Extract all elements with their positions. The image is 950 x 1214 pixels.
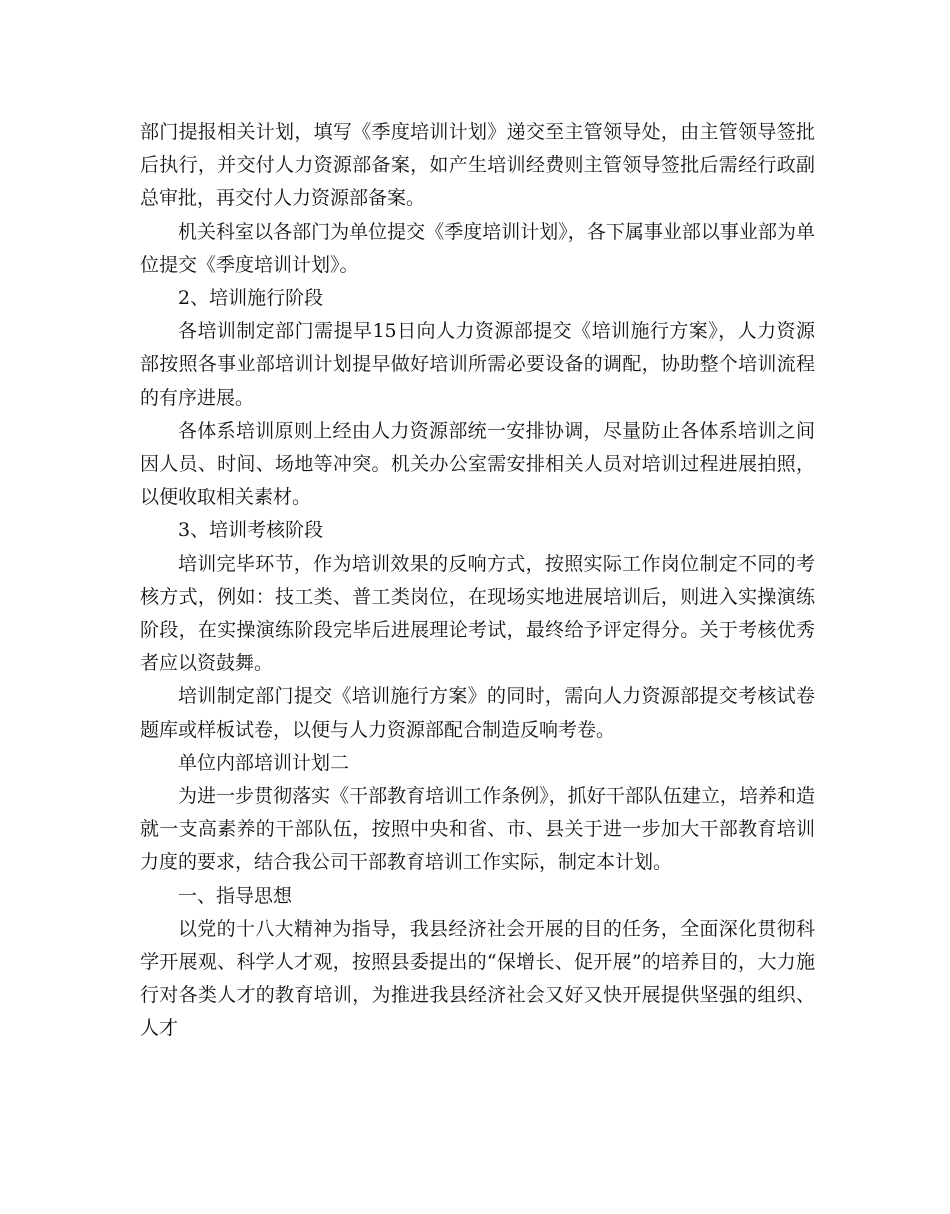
paragraph-plan-two-intro: 为进一步贯彻落实《干部教育培训工作条例》，抓好干部队伍建立，培养和造就一支高素养的干部队伍，按照中央和省、市、县关于进一步加大干部教育培训力度的要求，结合我公司干部教育培训工作实际，制定本计划。 xyxy=(140,785,815,874)
paragraph-coordination: 各体系培训原则上经由人力资源部统一安排协调，尽量防止各体系培训之间因人员、时间、场地等冲突。机关办公室需安排相关人员对培训过程进展拍照，以便收取相关素材。 xyxy=(140,419,815,509)
paragraph-continuation: 部门提报相关计划，填写《季度培训计划》递交至主管领导处，由主管领导签批后执行，并交付人力资源部备案，如产生培训经费则主管领导签批后需经行政副总审批，再交付人力资源部备案。 xyxy=(140,121,815,210)
section-heading-guiding-ideology: 一、指导思想 xyxy=(178,884,293,907)
section-heading-plan-two: 单位内部培训计划二 xyxy=(178,751,350,774)
paragraph-assessment-method: 培训完毕环节，作为培训效果的反响方式，按照实际工作岗位制定不同的考核方式，例如：技工类、普工类岗位，在现场实地进展培训后，则进入实操演练阶段，在实操演练阶段完毕后进展理论考试，最终给予评定得分。关于考核优秀者应以资鼓舞。 xyxy=(140,552,815,675)
document-body xyxy=(140,116,815,1046)
section-heading-implementation: 2、培训施行阶段 xyxy=(178,287,324,310)
paragraph-department-submission: 机关科室以各部门为单位提交《季度培训计划》，各下属事业部以事业部为单位提交《季度培训计划》。 xyxy=(140,220,815,276)
paragraph-guiding-ideology: 以党的十八大精神为指导，我县经济社会开展的目的任务，全面深化贯彻科学开展观、科学人才观，按照县委提出的“保增长、促开展”的培养目的，大力施行对各类人才的教育培训，为推进我县经济社会又好又快开展提供坚强的组织、人才 xyxy=(140,917,815,1040)
section-heading-assessment: 3、培训考核阶段 xyxy=(178,519,324,542)
paragraph-implementation-plan: 各培训制定部门需提早15日向人力资源部提交《培训施行方案》，人力资源部按照各事业部培训计划提早做好培训所需必要设备的调配，协助整个培训流程的有序进展。 xyxy=(140,320,815,409)
paragraph-exam-submission: 培训制定部门提交《培训施行方案》的同时，需向人力资源部提交考核试卷题库或样板试卷，以便与人力资源部配合制造反响考卷。 xyxy=(140,685,815,741)
